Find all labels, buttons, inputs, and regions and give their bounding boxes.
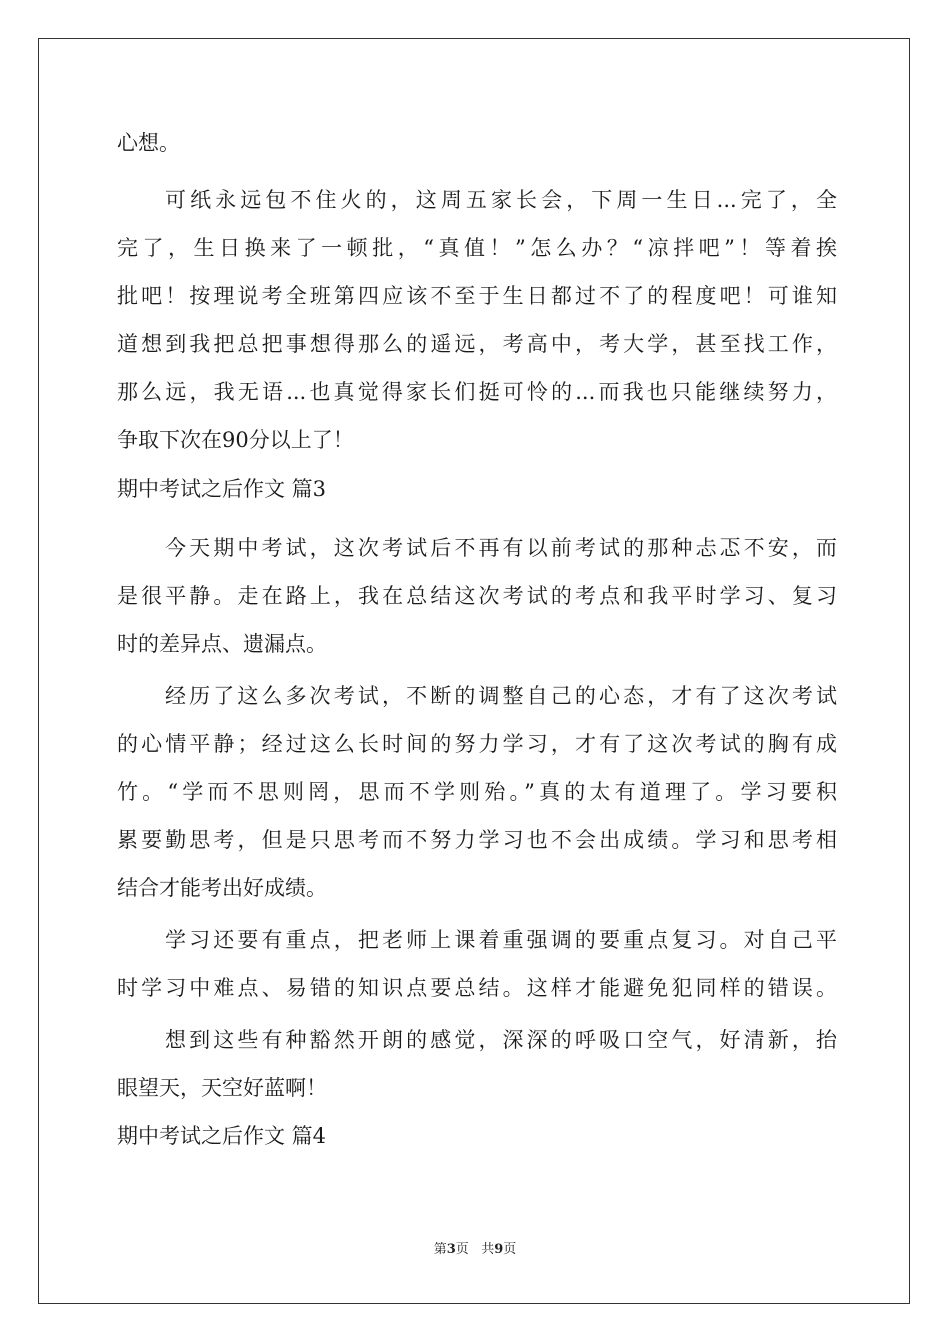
paragraph-line: 时学习中难点、易错的知识点要总结。这样才能避免犯同样的错误。	[117, 976, 837, 1000]
paragraph-line: 眼望天，天空好蓝啊！	[117, 1076, 327, 1100]
page-footer	[0, 1240, 950, 1260]
paragraph-line: 时的差异点、遗漏点。	[117, 632, 327, 656]
paragraph-line: 道想到我把总把事想得那么的遥远，考高中，考大学，甚至找工作，	[117, 332, 837, 356]
paragraph-line: 的心情平静；经过这么长时间的努力学习，才有了这次考试的胸有成	[117, 732, 837, 756]
page-total: 9	[494, 1242, 504, 1257]
paragraph-line: 学习还要有重点，把老师上课着重强调的要重点复习。对自己平	[165, 928, 837, 952]
paragraph-line: 是很平静。走在路上，我在总结这次考试的考点和我平时学习、复习	[117, 584, 837, 608]
page-suffix: 页	[455, 1242, 469, 1257]
section-heading: 期中考试之后作文 篇3	[117, 477, 327, 501]
total-prefix: 共	[481, 1242, 495, 1257]
paragraph-line: 完了，生日换来了一顿批，“真值！”怎么办？“凉拌吧”！等着挨	[117, 236, 837, 260]
paragraph-line: 可纸永远包不住火的，这周五家长会，下周一生日...完了，全	[165, 188, 837, 212]
paragraph-line: 争取下次在90分以上了！	[117, 428, 354, 452]
paragraph-line: 心想。	[117, 131, 180, 155]
paragraph-line: 竹。“学而不思则罔，思而不学则殆。”真的太有道理了。学习要积	[117, 780, 837, 804]
paragraph-line: 批吧！按理说考全班第四应该不至于生日都过不了的程度吧！可谁知	[117, 284, 837, 308]
page-current: 3	[446, 1242, 456, 1257]
page-prefix: 第	[433, 1242, 447, 1257]
paragraph-line: 今天期中考试，这次考试后不再有以前考试的那种忐忑不安，而	[165, 536, 837, 560]
paragraph-line: 想到这些有种豁然开朗的感觉，深深的呼吸口空气，好清新，抬	[165, 1028, 837, 1052]
paragraph-line: 结合才能考出好成绩。	[117, 876, 327, 900]
page-border	[38, 38, 910, 1304]
section-heading: 期中考试之后作文 篇4	[117, 1124, 327, 1148]
total-suffix: 页	[503, 1242, 517, 1257]
paragraph-line: 累要勤思考，但是只思考而不努力学习也不会出成绩。学习和思考相	[117, 828, 837, 852]
paragraph-line: 那么远，我无语...也真觉得家长们挺可怜的...而我也只能继续努力，	[117, 380, 837, 404]
paragraph-line: 经历了这么多次考试，不断的调整自己的心态，才有了这次考试	[165, 684, 837, 708]
